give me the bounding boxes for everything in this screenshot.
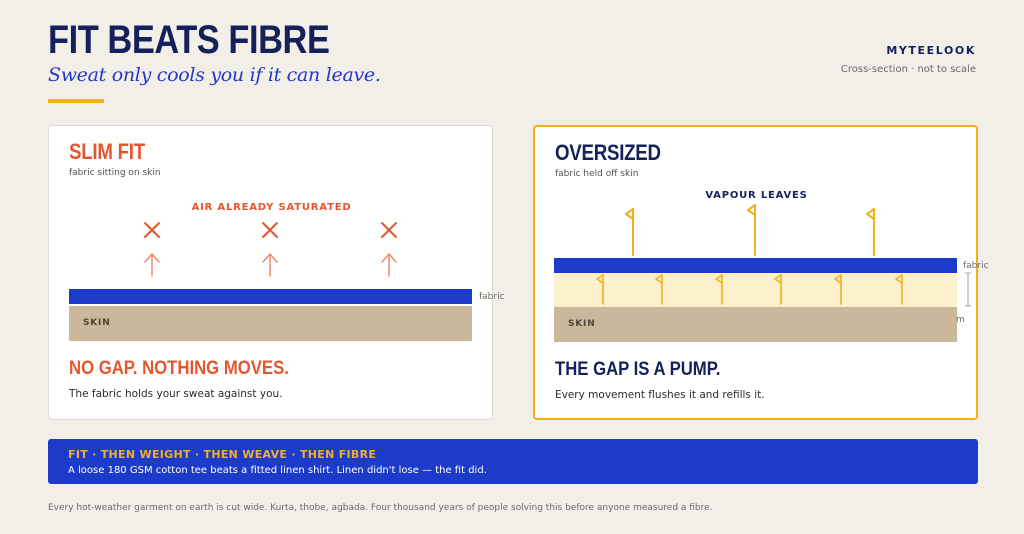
banner-heading: FIT · THEN WEIGHT · THEN WEAVE · THEN FIBRE (68, 448, 377, 461)
vapour-flag-icon (626, 209, 633, 255)
brand-name: MYTEELOOK (886, 44, 976, 57)
page-subtitle: Sweat only cools you if it can leave. (48, 64, 381, 86)
vapour-flag-icon (748, 205, 755, 255)
title-underline (48, 99, 104, 103)
oversized-caption: VAPOUR LEAVES (705, 190, 808, 201)
slim-fit-caption: AIR ALREADY SATURATED (191, 202, 352, 213)
oversized-panel (533, 125, 989, 420)
slim-fit-panel (48, 125, 505, 420)
slim-fit-title: SLIM FIT (69, 139, 145, 164)
up-arrow-icon (145, 254, 159, 276)
slim-fit-headline: NO GAP. NOTHING MOVES. (69, 358, 289, 379)
oversized-title: OVERSIZED (555, 140, 661, 165)
oversized-headline: THE GAP IS A PUMP. (555, 359, 721, 380)
footer-note: Every hot-weather garment on earth is cut wide. Kurta, thobe, agbada. Four thousand years of people solving this before anyone measured a fibre. (48, 503, 713, 513)
vapour-flag-icon (867, 209, 874, 255)
oversized-fabric-label: fabric (963, 261, 989, 271)
oversized-description: Every movement flushes it and refills it. (555, 389, 765, 401)
oversized-skin-label: SKIN (568, 319, 596, 329)
slim-fabric-layer (69, 289, 472, 304)
page-title: FIT BEATS FIBRE (48, 18, 330, 62)
up-arrow-icon (263, 254, 277, 276)
banner-text: A loose 180 GSM cotton tee beats a fitted linen shirt. Linen didn't lose — the fit did. (68, 465, 487, 476)
oversized-subtitle: fabric held off skin (555, 169, 639, 179)
vapour-flag-icon (656, 275, 662, 304)
gap-measure-label: m (956, 315, 965, 325)
scale-note: Cross-section · not to scale (840, 64, 976, 75)
vapour-flag-icon (775, 275, 781, 304)
slim-skin-layer (69, 306, 472, 341)
slim-skin-label: SKIN (83, 318, 111, 328)
x-mark-icon (263, 223, 277, 237)
slim-fit-description: The fabric holds your sweat against you. (69, 388, 283, 400)
vapour-flag-icon (835, 275, 841, 304)
x-mark-icon (145, 223, 159, 237)
slim-fabric-label: fabric (479, 292, 505, 302)
up-arrow-icon (382, 254, 396, 276)
vapour-flag-icon (597, 275, 603, 304)
x-mark-icon (382, 223, 396, 237)
vapour-flag-icon (896, 275, 902, 304)
gap-bracket-icon (965, 273, 971, 306)
vapour-flag-icon (716, 275, 722, 304)
priority-banner (48, 439, 978, 484)
slim-fit-subtitle: fabric sitting on skin (69, 168, 161, 178)
